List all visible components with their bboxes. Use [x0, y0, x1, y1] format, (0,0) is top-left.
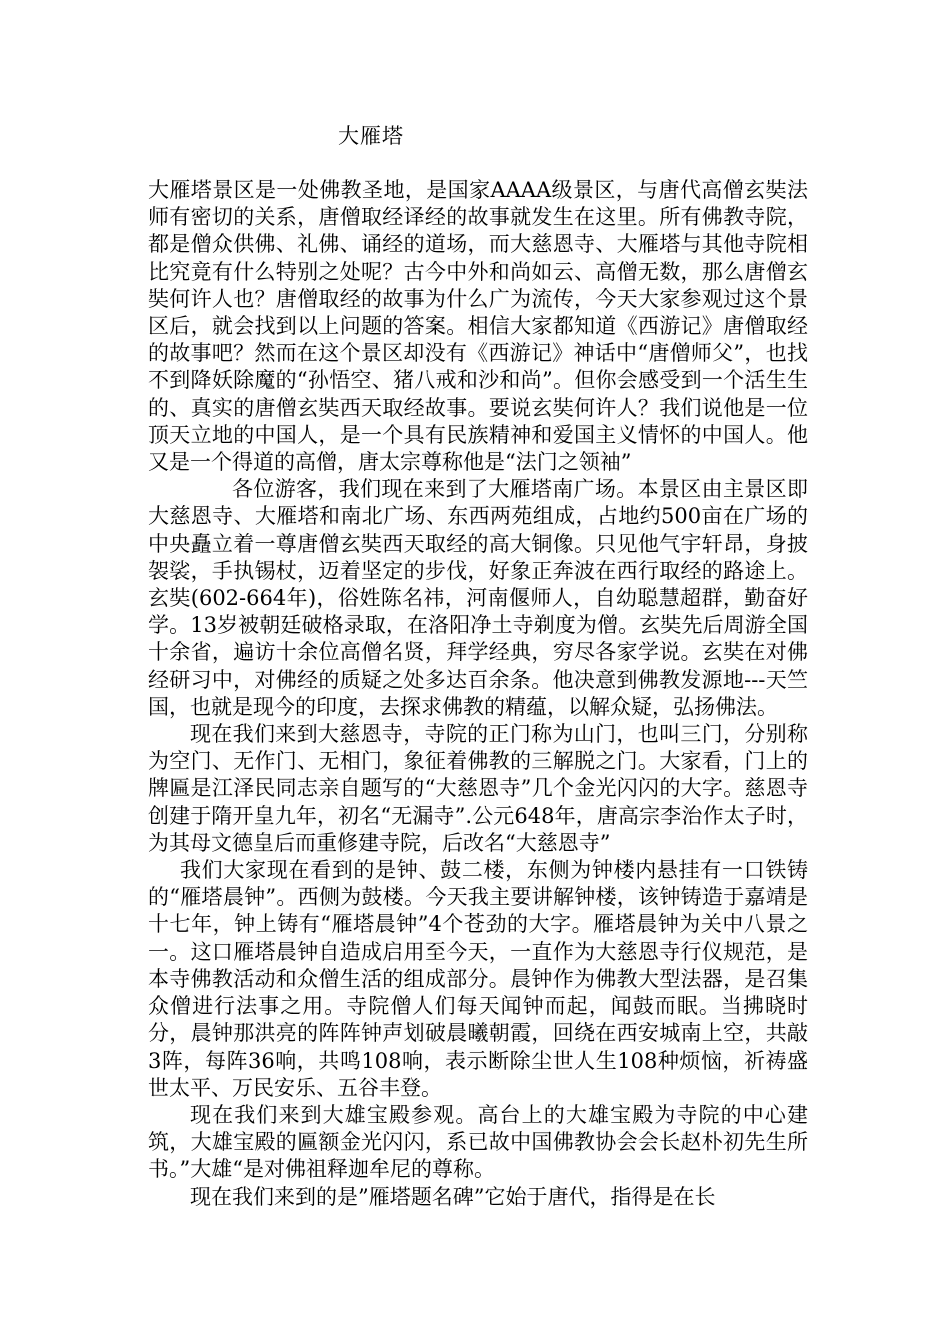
- document-body: [148, 177, 808, 1211]
- paragraph-temple-gate: 现在我们来到大慈恩寺，寺院的正门称为山门，也叫三门，分别称为空门、无作门、无相门，象征着佛教的三解脱之门。大家看，门上的牌匾是江泽民同志亲自题写的“大慈恩寺”几个金光闪闪的大字。慈恩寺创建于隋开皇九年，初名“无漏寺”.公元648年，唐高宗李治作太子时，为其母文德皇后而重修建寺院，后改名“大慈恩寺”: [148, 722, 808, 855]
- paragraph-south-square: 各位游客，我们现在来到了大雁塔南广场。本景区由主景区即大慈恩寺、大雁塔和南北广场、东西两苑组成，占地约500亩在广场的中央矗立着一尊唐僧玄奘西天取经的高大铜像。只见他气宇轩昂，身披袈裟，手执锡杖，迈着坚定的步伐，好象正奔波在西行取经的路途上。玄奘(602-664年)，俗姓陈名祎，河南偃师人，自幼聪慧超群，勤奋好学。13岁被朝廷破格录取，在洛阳净土寺剃度为僧。玄奘先后周游全国十余省，遍访十余位高僧名贤，拜学经典，穷尽各家学说。玄奘在对佛经研习中，对佛经的质疑之处多达百余条。他决意到佛教发源地---天竺国，也就是现今的印度，去探求佛教的精蕴，以解众疑，弘扬佛法。: [148, 477, 808, 719]
- paragraph-main-hall: 现在我们来到大雄宝殿参观。高台上的大雄宝殿为寺院的中心建筑，大雄宝殿的匾额金光闪闪，系已故中国佛教协会会长赵朴初先生所书。”大雄“是对佛祖释迦牟尼的尊称。: [148, 1102, 808, 1182]
- document-title: 大雁塔: [338, 124, 404, 148]
- paragraph-intro: 大雁塔景区是一处佛教圣地，是国家AAAA级景区，与唐代高僧玄奘法师有密切的关系，唐僧取经译经的故事就发生在这里。所有佛教寺院，都是僧众供佛、礼佛、诵经的道场，而大慈恩寺、大雁塔与其他寺院相比究竟有什么特别之处呢？古今中外和尚如云、高僧无数，那么唐僧玄奘何许人也？唐僧取经的故事为什么广为流传，今天大家参观过这个景区后，就会找到以上问题的答案。相信大家都知道《西游记》唐僧取经的故事吧？然而在这个景区却没有《西游记》神话中“唐僧师父”，也找不到降妖除魔的“孙悟空、猪八戒和沙和尚”。但你会感受到一个活生生的、真实的唐僧玄奘西天取经故事。要说玄奘何许人？我们说他是一位顶天立地的中国人，是一个具有民族精神和爱国主义情怀的中国人。他又是一个得道的高僧，唐太宗尊称他是“法门之领袖”: [148, 178, 808, 475]
- paragraph-stele: 现在我们来到的是”雁塔题名碑”它始于唐代，指得是在长: [190, 1184, 716, 1209]
- paragraph-bell-tower: 我们大家现在看到的是钟、鼓二楼，东侧为钟楼内悬挂有一口铁铸的“雁塔晨钟”。西侧为鼓楼。今天我主要讲解钟楼，该钟铸造于嘉靖是十七年，钟上铸有“雁塔晨钟”4个苍劲的大字。雁塔晨钟为关中八景之一。这口雁塔晨钟自造成启用至今天，一直作为大慈恩寺行仪规范，是本寺佛教活动和众僧生活的组成部分。晨钟作为佛教大型法器，是召集众僧进行法事之用。寺院僧人们每天闻钟而起，闻鼓而眠。当拂晓时分，晨钟那洪亮的阵阵钟声划破晨曦朝霞，回绕在西安城南上空，共敲3阵，每阵36响，共鸣108响，表示断除尘世人生108种烦恼，祈祷盛世太平、万民安乐、五谷丰登。: [148, 858, 808, 1100]
